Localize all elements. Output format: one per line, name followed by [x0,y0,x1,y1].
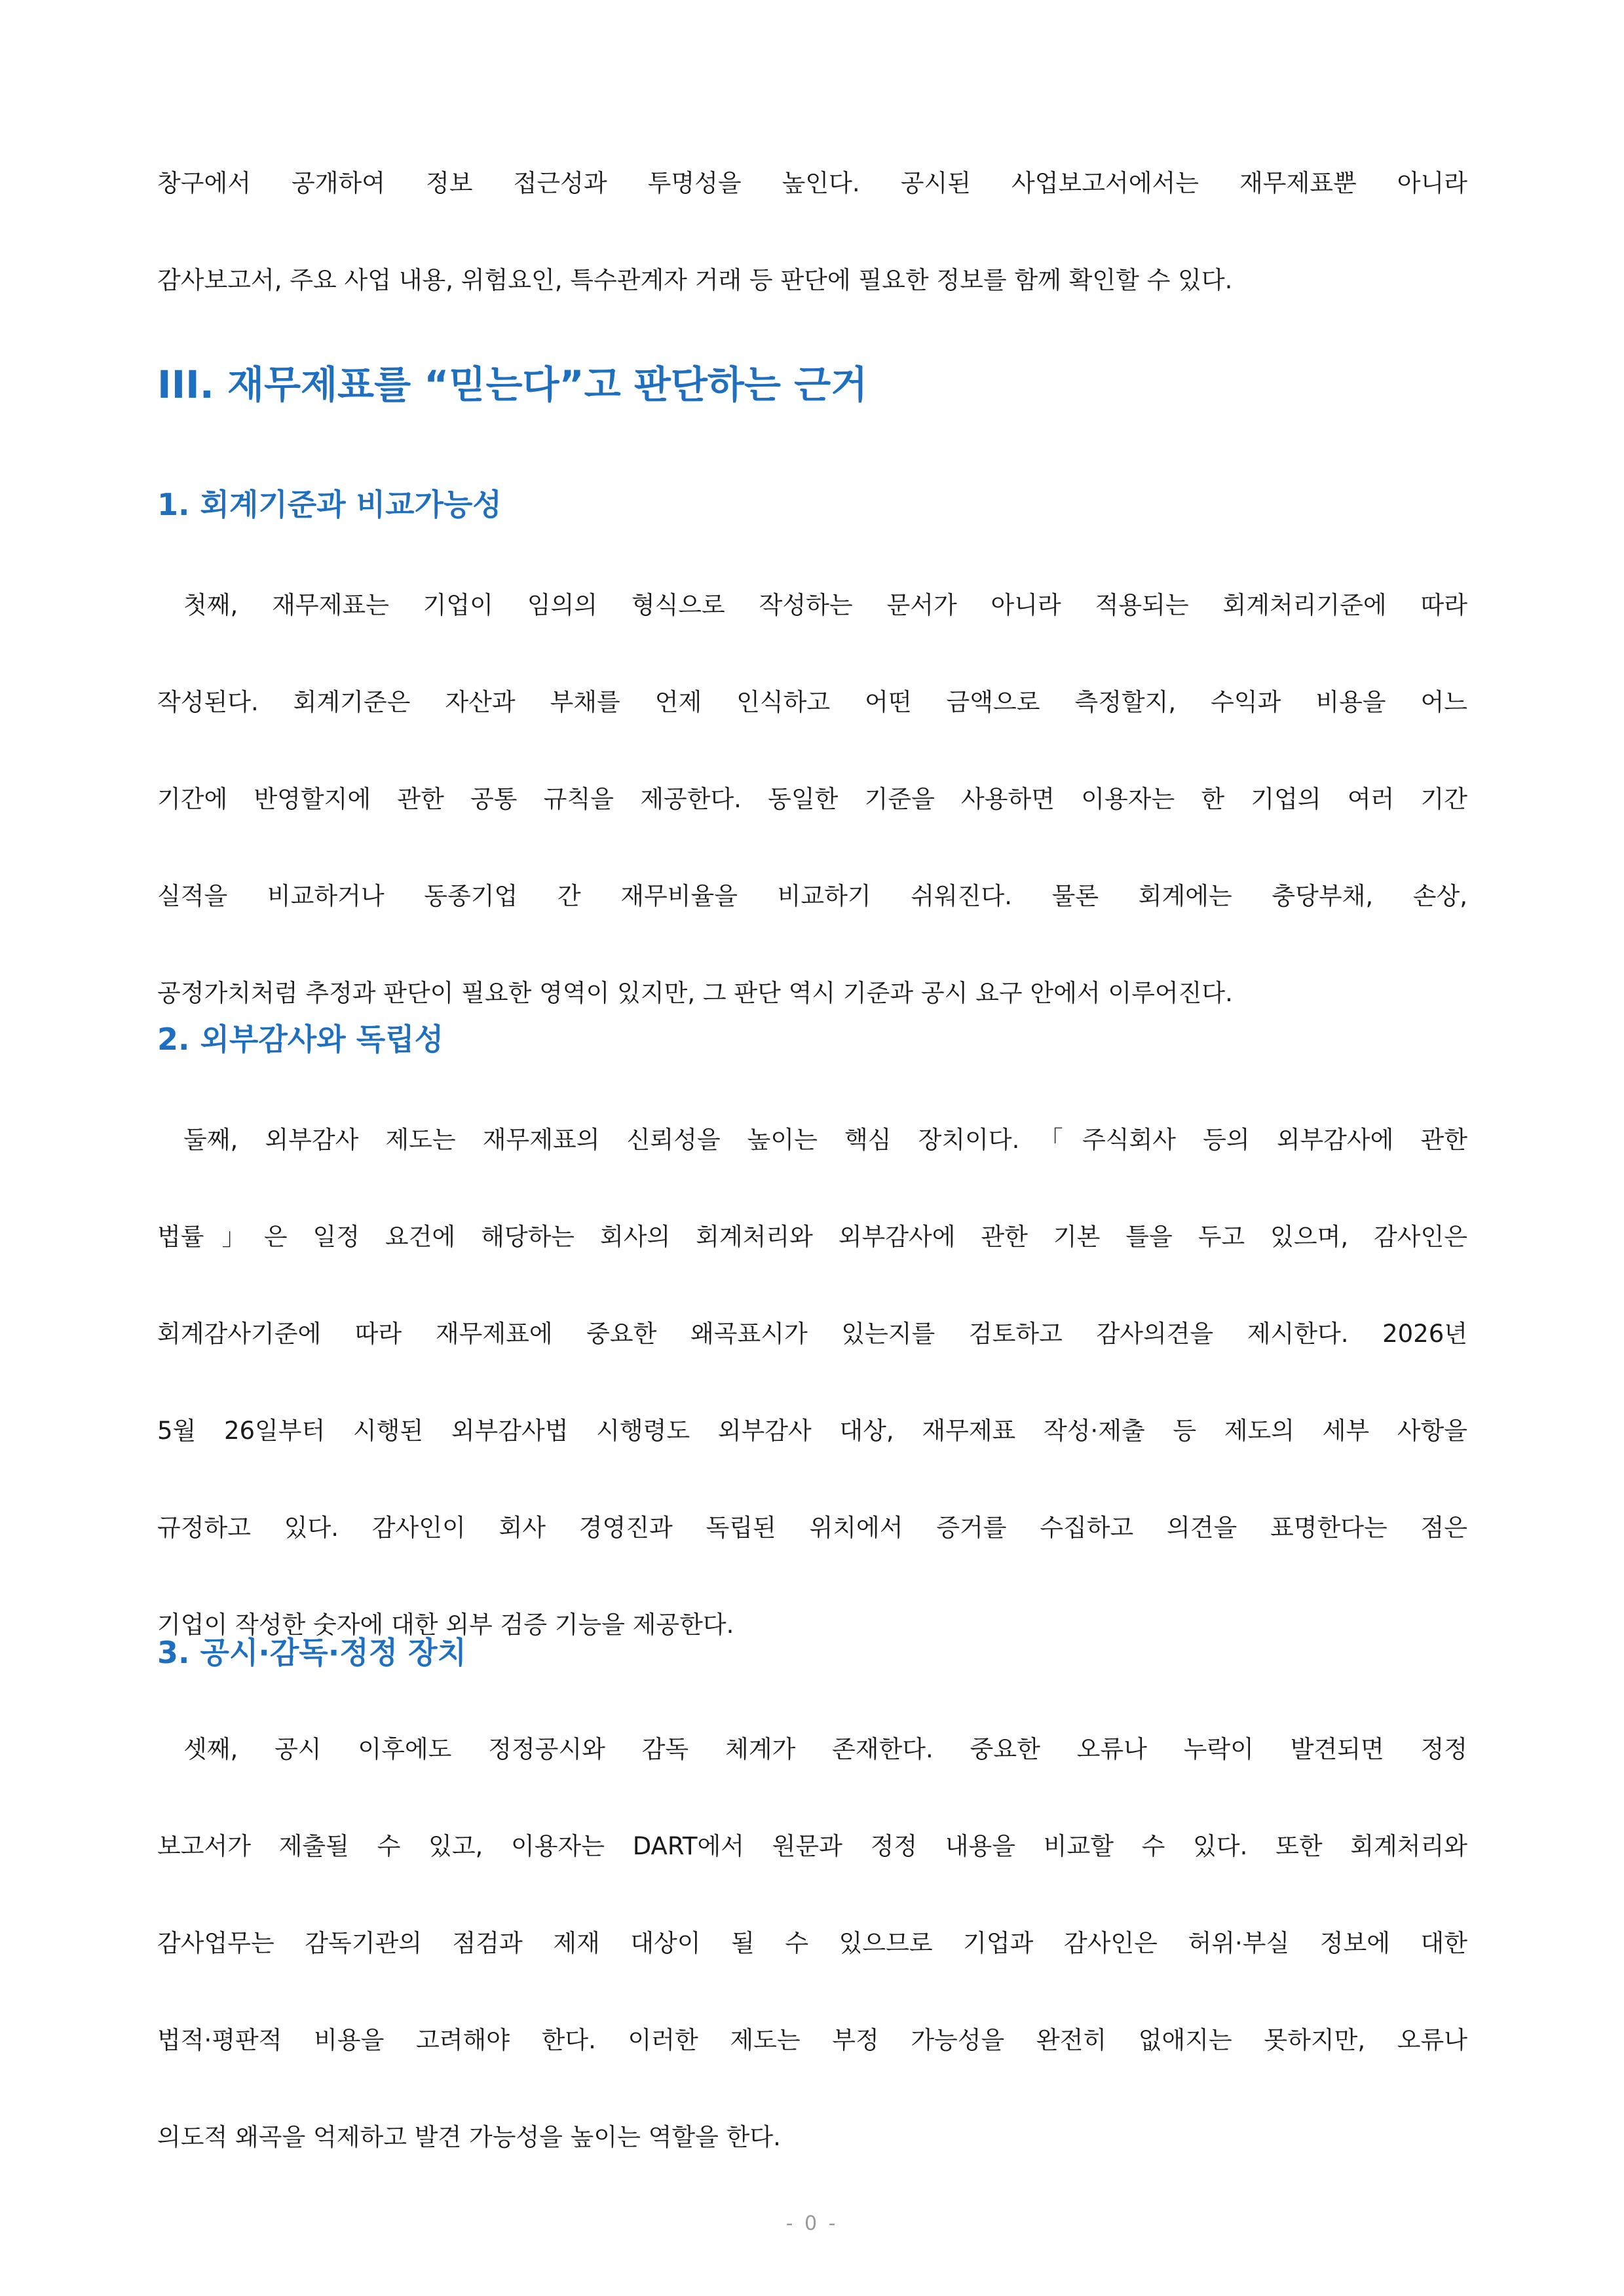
paragraph-line: 회계감사기준에 따라 재무제표에 중요한 왜곡표시가 있는지를 검토하고 감사의견을 제시한다. 2026년 [157,1320,1467,1348]
page-number: - 0 - [785,2212,839,2235]
paragraph-line: 기간에 반영할지에 관한 공통 규칙을 제공한다. 동일한 기준을 사용하면 이용자는 한 기업의 여러 기간 [157,785,1467,813]
paragraph-line: 감사업무는 감독기관의 점검과 제재 대상이 될 수 있으므로 기업과 감사인은 허위·부실 정보에 대한 [157,1929,1467,1957]
paragraph-line: 공정가치처럼 추정과 판단이 필요한 영역이 있지만, 그 판단 역시 기준과 공시 요구 안에서 이루어진다. [157,979,1233,1007]
subsection-heading-2: 2. 외부감사와 독립성 [157,1022,444,1057]
paragraph-line: 작성된다. 회계기준은 자산과 부채를 언제 인식하고 어떤 금액으로 측정할지, 수익과 비용을 어느 [157,688,1467,716]
paragraph-line: 5월 26일부터 시행된 외부감사법 시행령도 외부감사 대상, 재무제표 작성·제출 등 제도의 세부 사항을 [157,1417,1467,1445]
paragraph-line: 실적을 비교하거나 동종기업 간 재무비율을 비교하기 쉬워진다. 물론 회계에는 충당부채, 손상, [157,882,1467,910]
paragraph-line: 법률」은 일정 요건에 해당하는 회사의 회계처리와 외부감사에 관한 기본 틀을 두고 있으며, 감사인은 [157,1223,1467,1251]
paragraph-line: 의도적 왜곡을 억제하고 발견 가능성을 높이는 역할을 한다. [157,2123,781,2151]
subsection-3-paragraph [157,1701,1467,2186]
paragraph-line: 기업이 작성한 숫자에 대한 외부 검증 기능을 제공한다. [157,1611,734,1639]
paragraph-line: 창구에서 공개하여 정보 접근성과 투명성을 높인다. 공시된 사업보고서에서는 재무제표뿐 아니라 [157,169,1467,197]
subsection-2-paragraph [157,1092,1467,1674]
paragraph-line: 둘째, 외부감사 제도는 재무제표의 신뢰성을 높이는 핵심 장치이다.「주식회사 등의 외부감사에 관한 [183,1126,1467,1154]
subsection-heading-3: 3. 공시·감독·정정 장치 [157,1635,466,1670]
paragraph-line: 법적·평판적 비용을 고려해야 한다. 이러한 제도는 부정 가능성을 완전히 없애지는 못하지만, 오류나 [157,2026,1467,2054]
paragraph-line: 셋째, 공시 이후에도 정정공시와 감독 체계가 존재한다. 중요한 오류나 누락이 발견되면 정정 [183,1735,1467,1763]
paragraph-line: 감사보고서, 주요 사업 내용, 위험요인, 특수관계자 거래 등 판단에 필요한 정보를 함께 확인할 수 있다. [157,266,1233,294]
paragraph-line: 규정하고 있다. 감사인이 회사 경영진과 독립된 위치에서 증거를 수집하고 의견을 표명한다는 점은 [157,1514,1467,1542]
section-heading: III. 재무제표를 “믿는다”고 판단하는 근거 [157,362,868,407]
paragraph-line: 보고서가 제출될 수 있고, 이용자는 DART에서 원문과 정정 내용을 비교할 수 있다. 또한 회계처리와 [157,1832,1467,1860]
paragraph-line: 첫째, 재무제표는 기업이 임의의 형식으로 작성하는 문서가 아니라 적용되는 회계처리기준에 따라 [183,591,1467,619]
subsection-1-paragraph [157,557,1467,1042]
subsection-heading-1: 1. 회계기준과 비교가능성 [157,487,502,522]
intro-paragraph [157,135,1467,329]
